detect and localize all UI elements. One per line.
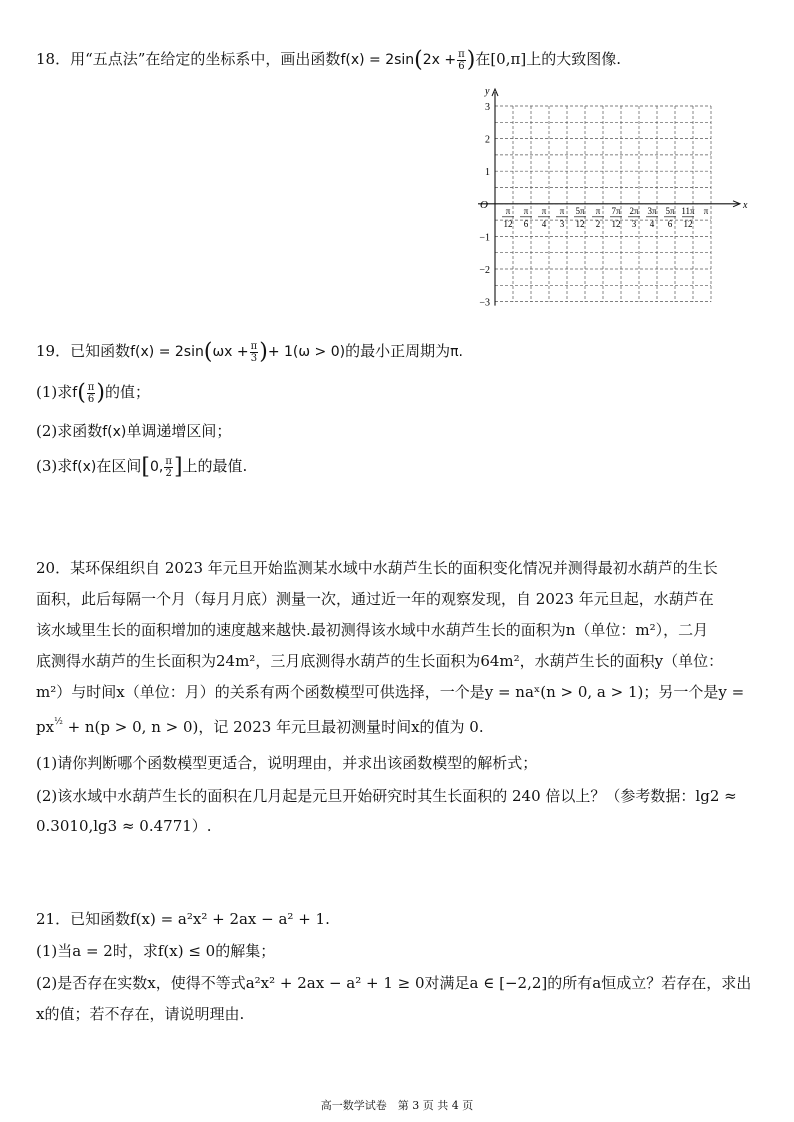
- origin-label: O: [480, 198, 488, 211]
- q21-statement: 21．已知函数f(x) = a²x² + 2ax − a² + 1.: [36, 910, 330, 928]
- q20-line-2: 面积，此后每隔一个月（每月月底）测量一次，通过近一年的观察发现，自 2023 年元旦起，水葫芦在: [36, 590, 714, 608]
- x-tick-denominator: 12: [683, 218, 693, 229]
- q18-statement: 18．用“五点法”在给定的坐标系中，画出函数f(x) = 2sin(2x + $\frac{\pi}{6}$ )在[0,π]上的大致图像.: [36, 47, 621, 73]
- q20-line-6: $px^{\frac{1}{2}} + n(p > 0$, n > 0)，记 2023 年元旦最初测量时间x的值为 0.: [36, 717, 484, 736]
- fraction-pi-over-6: $\frac{\pi}{6}$: [87, 381, 95, 405]
- x-tick-numerator: π: [703, 205, 709, 216]
- x-tick-denominator: 4: [649, 218, 655, 229]
- x-tick-numerator: π: [559, 205, 565, 216]
- q20-line-4: 底测得水葫芦的生长面积为24m²，三月底测得水葫芦的生长面积为64m²，水葫芦生长的面积y（单位：: [36, 652, 724, 670]
- x-tick-denominator: 3: [631, 218, 637, 229]
- q21-part1: (1)当a = 2时，求f(x) ≤ 0的解集；: [36, 942, 276, 960]
- x-tick-denominator: 4: [541, 218, 547, 229]
- x-tick-denominator: 12: [575, 218, 585, 229]
- q20-line-3: 该水域里生长的面积增加的速度越来越快.最初测得该水域中水葫芦生长的面积为n（单位：m²），二月: [36, 621, 709, 639]
- y-axis-label: y: [485, 86, 490, 97]
- y-tick-label: −3: [479, 297, 490, 309]
- x-tick-denominator: 6: [667, 218, 673, 229]
- x-axis-label: x: [743, 199, 748, 211]
- y-tick-label: −1: [479, 232, 490, 244]
- x-tick-numerator: 5π: [575, 205, 585, 216]
- q20-part1: (1)请你判断哪个函数模型更适合，说明理由，并求出该函数模型的解析式；: [36, 754, 538, 772]
- x-tick-numerator: 2π: [629, 205, 639, 216]
- x-tick-denominator: 12: [611, 218, 621, 229]
- q19-statement: 19．已知函数f(x) = 2sin(ωx + $\frac{\pi}{3}$ )+ 1(ω > 0)的最小正周期为π.: [36, 339, 463, 365]
- x-tick-denominator: 6: [523, 218, 529, 229]
- q20-line-1: 20．某环保组织自 2023 年元旦开始监测某水域中水葫芦生长的面积变化情况并测得最初水葫芦的生长: [36, 559, 718, 577]
- x-tick-numerator: π: [595, 205, 601, 216]
- q19-part3: (3)求f(x)在区间[0, $\frac{\pi}{2}$ ]上的最值.: [36, 454, 248, 480]
- fraction-pi-over-2: $\frac{\pi}{2}$: [165, 455, 172, 479]
- x-tick-denominator: 12: [503, 218, 513, 229]
- y-tick-label: −2: [479, 265, 490, 276]
- fraction-pi-over-6: $\frac{\pi}{6}$: [458, 48, 465, 72]
- q21-part2: (2)是否存在实数x，使得不等式a²x² + 2ax − a² + 1 ≥ 0对满足a ∈ [−2,2]的所有a恒成立？若存在，求出: [36, 974, 752, 992]
- y-tick-label: 2: [485, 134, 490, 146]
- x-tick-numerator: π: [505, 205, 511, 216]
- q20-part2: (2)该水域中水葫芦生长的面积在几月起是元旦开始研究时其生长面积的 240 倍以上？（参考数据：lg2 ≈: [36, 787, 737, 805]
- x-tick-numerator: 7π: [611, 205, 621, 216]
- y-tick-label: 3: [485, 102, 490, 113]
- page-footer: 高一数学试卷 第 3 页 共 4 页: [320, 1099, 474, 1112]
- q19-part2: (2)求函数f(x)单调递增区间；: [36, 422, 232, 440]
- q19-part1: (1)求f( $\frac{\pi}{6}$ )的值；: [36, 380, 150, 406]
- y-tick-label: 1: [485, 167, 490, 179]
- x-tick-numerator: 5π: [665, 205, 675, 216]
- x-tick-numerator: π: [523, 205, 529, 216]
- q19-number: 19．: [36, 342, 71, 360]
- x-tick-numerator: π: [541, 205, 547, 216]
- x-tick-numerator: 11π: [681, 205, 695, 216]
- coordinate-grid: [470, 84, 748, 316]
- x-tick-denominator: 3: [559, 218, 565, 229]
- q21-part2-cont: x的值；若不存在，请说明理由.: [36, 1005, 245, 1023]
- q18-number: 18．: [36, 50, 71, 68]
- q20-part2-cont: 0.3010,lg3 ≈ 0.4771）.: [36, 817, 212, 835]
- x-tick-numerator: 3π: [647, 205, 657, 216]
- x-tick-denominator: 2: [595, 218, 601, 229]
- q20-line-5: m²）与时间x（单位：月）的关系有两个函数模型可供选择，一个是y = naˣ(n > 0, a > 1)；另一个是y =: [36, 683, 745, 701]
- fraction-pi-over-3: $\frac{\pi}{3}$: [250, 340, 258, 364]
